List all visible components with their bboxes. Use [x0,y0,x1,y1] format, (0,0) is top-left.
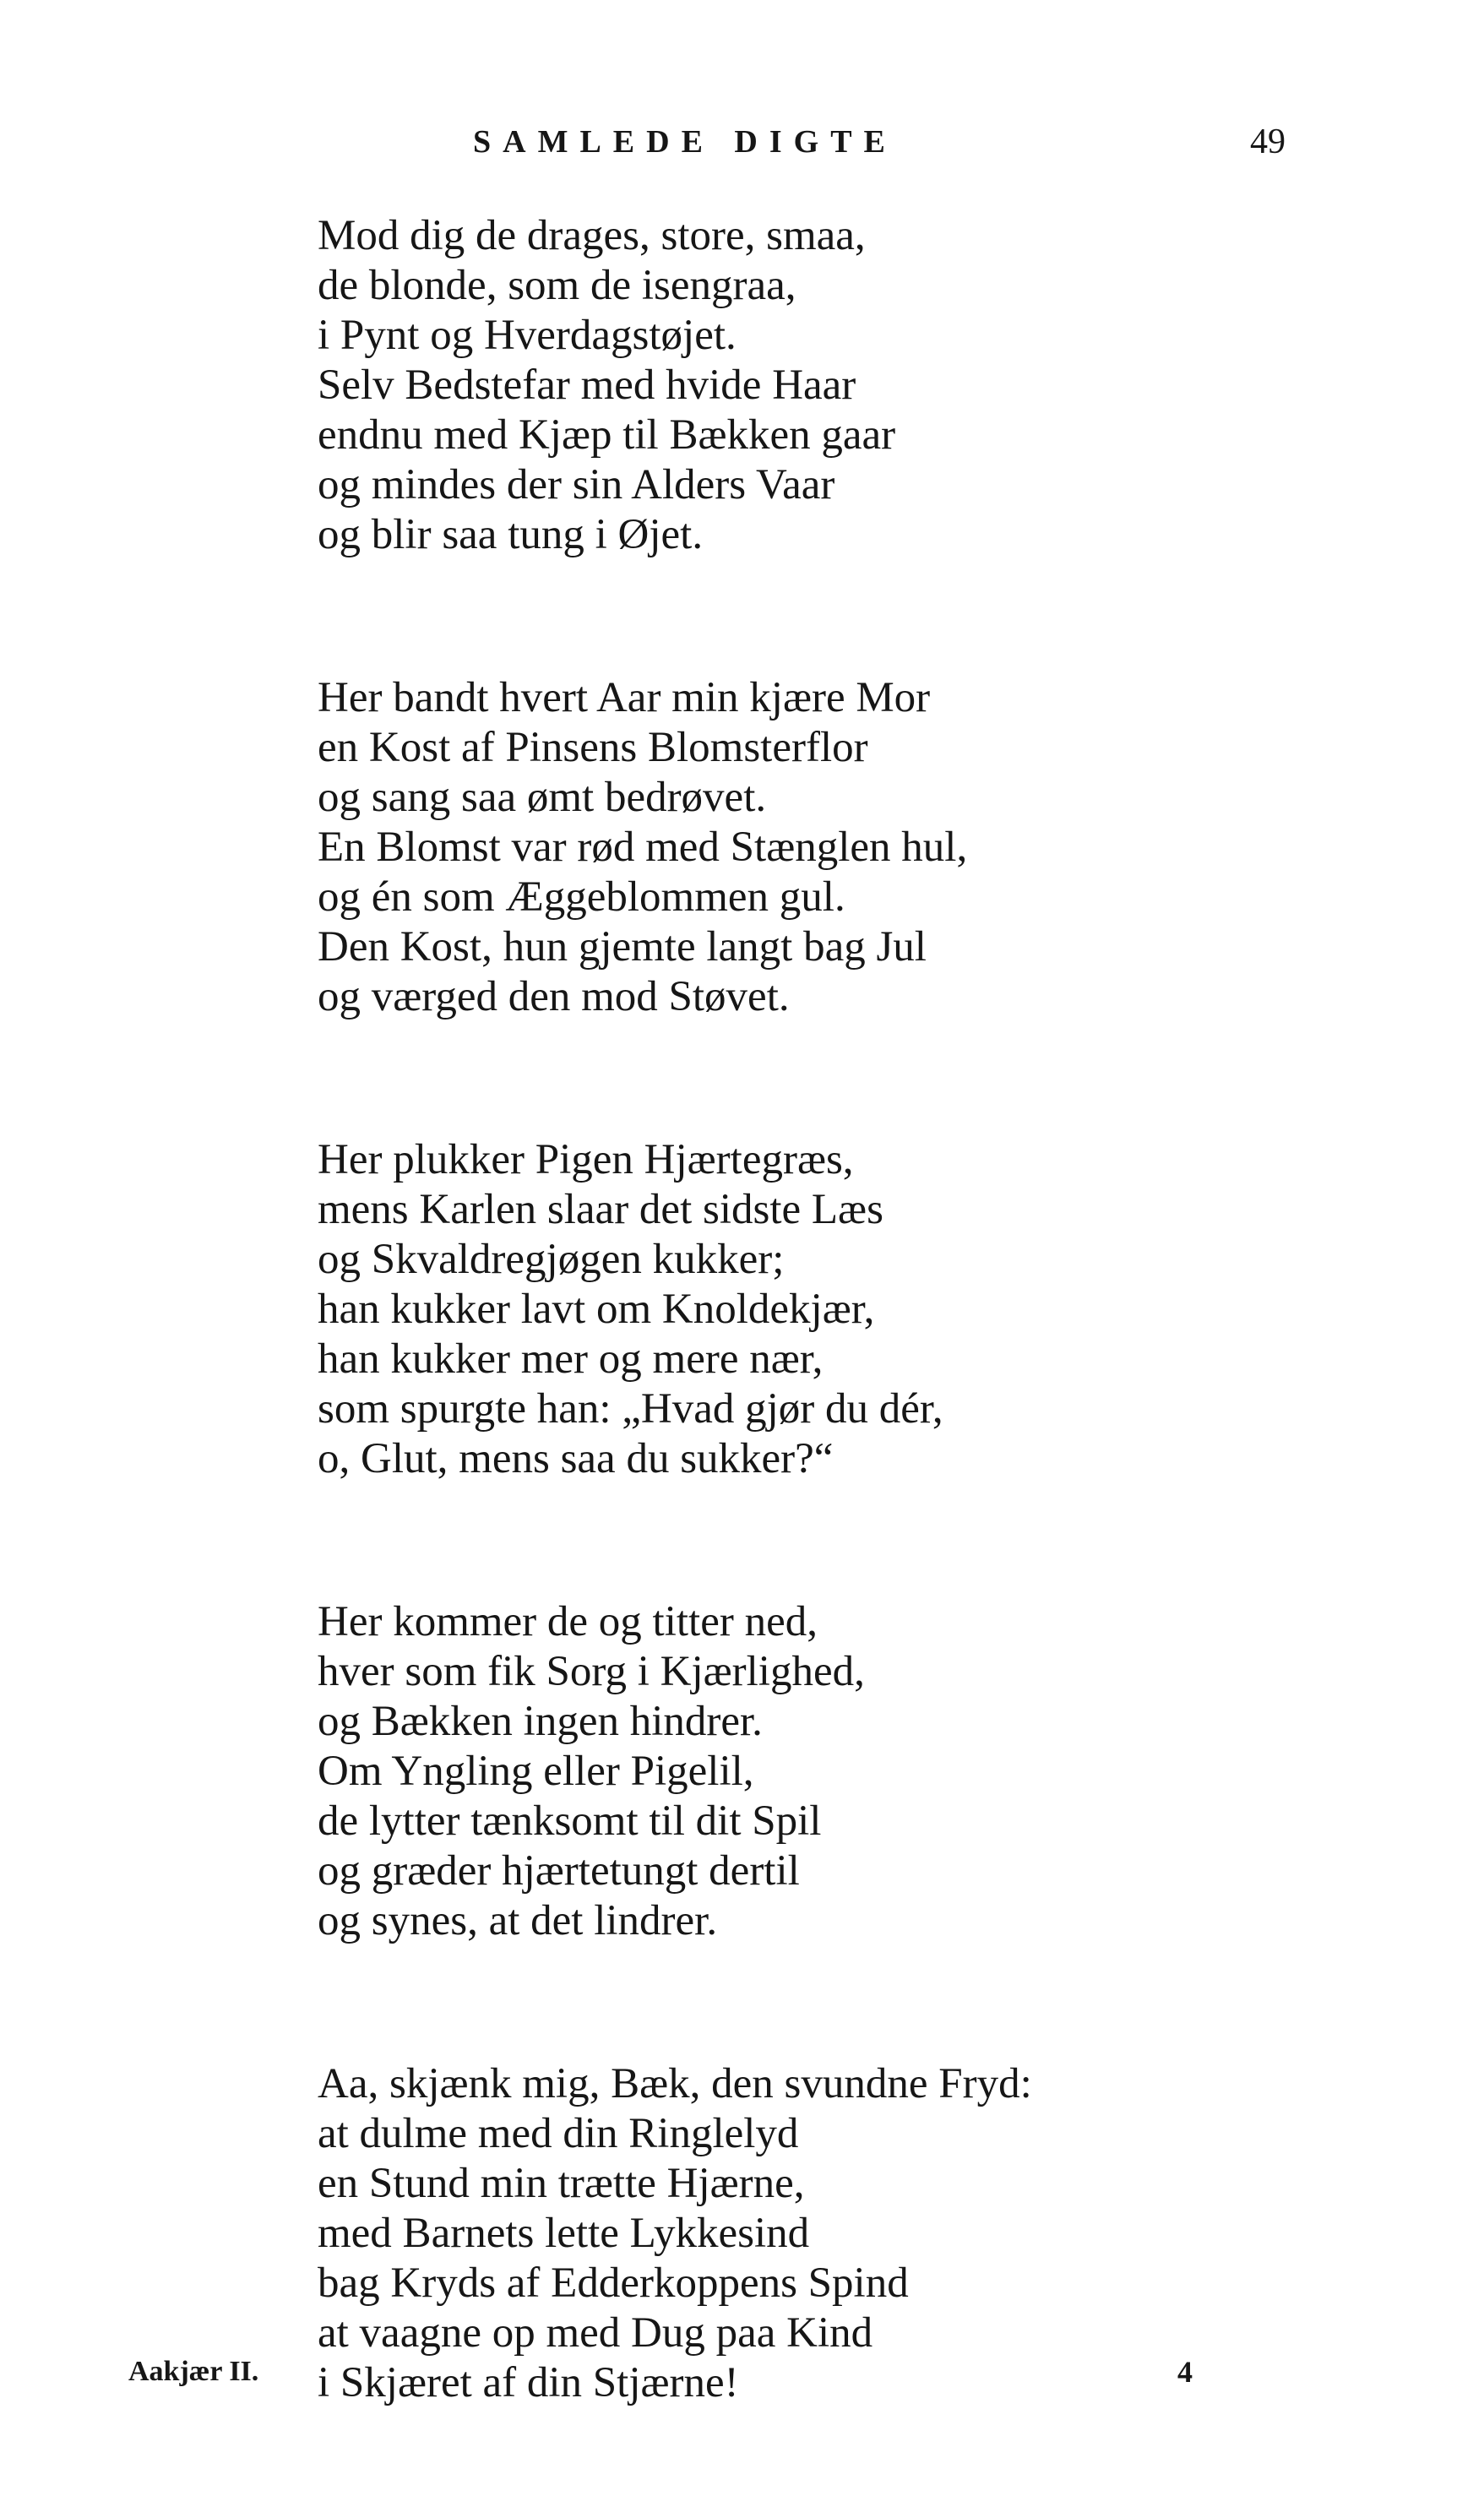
verse-line: med Barnets lette Lykkesind [318,2210,810,2257]
verse-line: o, Glut, mens saa du sukker?“ [318,1435,834,1482]
verse-line: i Pynt og Hverdagstøjet. [318,312,737,359]
verse-line: de lytter tænksomt til dit Spil [318,1797,822,1845]
stanza-1 [318,211,1356,560]
verse-line: hver som fik Sorg i Kjærlighed, [318,1648,865,1695]
verse-line: og mindes der sin Alders Vaar [318,461,835,508]
verse-line: han kukker lavt om Knoldekjær, [318,1286,875,1333]
verse-line: Mod dig de drages, store, smaa, [318,212,866,259]
stanza-4 [318,1597,1356,1946]
printer-signature: Aakjær II. [128,2356,259,2387]
verse-line: en Kost af Pinsens Blomsterflor [318,724,868,771]
page-footer [0,2346,1484,2397]
verse-line: Her plukker Pigen Hjærtegræs, [318,1136,854,1183]
verse-line: en Stund min trætte Hjærne, [318,2160,805,2207]
verse-line: han kukker mer og mere nær, [318,1335,824,1383]
verse-line: og synes, at det lindrer. [318,1897,718,1944]
verse-line: de blonde, som de isengraa, [318,262,796,309]
verse-line: at dulme med din Ringlelyd [318,2110,799,2157]
verse-line: i Skjæret af din Stjærne! [318,2359,739,2406]
running-head [0,117,1484,167]
verse-line: som spurgte han: „Hvad gjør du dér, [318,1385,943,1433]
page-number: 49 [1250,122,1286,161]
stanza-3 [318,1135,1356,1484]
sheet-number: 4 [1177,2355,1193,2389]
verse-line: og blir saa tung i Øjet. [318,511,704,558]
verse-line: og Bækken ingen hindrer. [318,1698,763,1745]
verse-line: og værged den mod Støvet. [318,973,790,1020]
verse-line: Den Kost, hun gjemte langt bag Jul [318,923,927,971]
verse-line: og græder hjærtetungt dertil [318,1847,800,1895]
verse-line: En Blomst var rød med Stænglen hul, [318,824,968,871]
verse-line: at vaagne op med Dug paa Kind [318,2309,873,2357]
verse-line: Her bandt hvert Aar min kjære Mor [318,674,931,721]
verse-line: og Skvaldregjøgen kukker; [318,1236,785,1283]
verse-line: og én som Æggeblommen gul. [318,873,845,921]
verse-line: Selv Bedstefar med hvide Haar [318,362,856,409]
verse-line: bag Kryds af Edderkoppens Spind [318,2259,909,2307]
verse-line: og sang saa ømt bedrøvet. [318,774,767,821]
poem-body [318,211,1356,2408]
stanza-2 [318,673,1356,1022]
running-title: SAMLEDE DIGTE [473,124,897,160]
verse-line: Om Yngling eller Pigelil, [318,1748,754,1795]
verse-line: Aa, skjænk mig, Bæk, den svundne Fryd: [318,2060,1032,2107]
verse-line: endnu med Kjæp til Bækken gaar [318,411,896,459]
verse-line: Her kommer de og titter ned, [318,1598,818,1645]
verse-line: mens Karlen slaar det sidste Læs [318,1186,883,1233]
